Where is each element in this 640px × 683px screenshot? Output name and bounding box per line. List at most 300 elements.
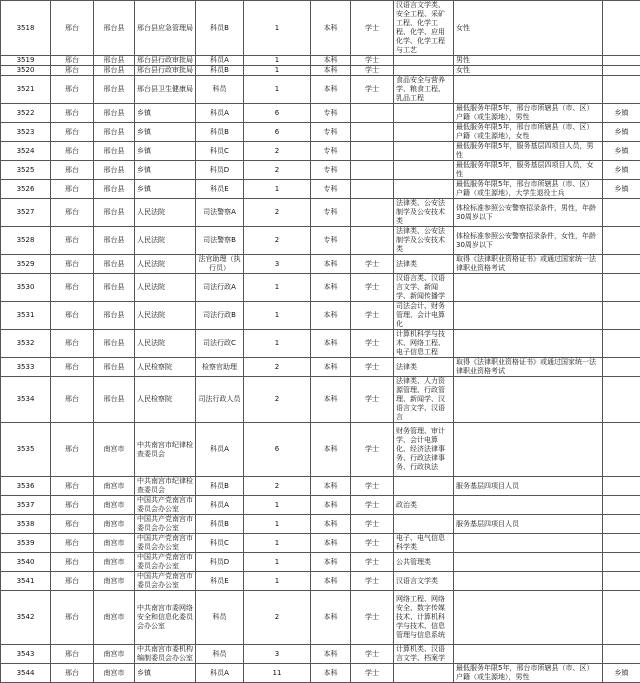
row-id: 3522 [1,104,51,123]
row-id: 3540 [1,553,51,572]
row-city: 邢台 [51,515,94,534]
row-degree: 学士 [351,377,394,423]
row-note [603,377,640,423]
row-county: 邢台县 [94,199,135,227]
row-requirements: 体检标准参照公安警察招录条件，女性，年龄30周岁以下 [454,227,603,255]
row-unit: 邢台县行政审批局 [135,66,196,76]
row-county: 邢台县 [94,255,135,274]
row-county: 南宫市 [94,664,135,683]
row-education: 本科 [311,330,351,358]
row-unit: 乡镇 [135,142,196,161]
row-requirements [454,76,603,104]
row-count: 1 [244,572,311,591]
row-id: 3524 [1,142,51,161]
row-city: 邢台 [51,572,94,591]
row-requirements: 最低服务年限5年，服务基层四项目人员，女性 [454,161,603,180]
row-county: 邢台县 [94,227,135,255]
row-note [603,515,640,534]
row-post: 科员B [196,123,244,142]
row-id: 3527 [1,199,51,227]
row-count: 1 [244,553,311,572]
row-major: 电子、电气信息科学类 [394,534,454,553]
row-unit: 人民检察院 [135,358,196,377]
row-unit: 乡镇 [135,161,196,180]
row-count: 2 [244,142,311,161]
row-education: 本科 [311,477,351,496]
row-degree: 学士 [351,1,394,56]
row-city: 邢台 [51,423,94,477]
row-note [603,66,640,76]
row-id: 3538 [1,515,51,534]
row-id: 3526 [1,180,51,199]
row-post: 科员D [196,553,244,572]
row-note [603,496,640,515]
row-count: 6 [244,423,311,477]
row-note [603,255,640,274]
row-count: 1 [244,496,311,515]
row-major: 食品安全与营养学、粮食工程、乳品工程 [394,76,454,104]
row-degree [351,180,394,199]
row-city: 邢台 [51,591,94,645]
row-city: 邢台 [51,377,94,423]
row-county: 邢台县 [94,161,135,180]
row-unit: 中共南宫市委机构编制委员会办公室 [135,645,196,664]
row-requirements [454,553,603,572]
row-note [603,1,640,56]
row-major: 汉语言文学类 [394,572,454,591]
row-unit: 中国共产党南宫市委员会办公室 [135,496,196,515]
row-major: 司法会计、财务管理、会计电算化 [394,302,454,330]
row-unit: 中国共产党南宫市委员会办公室 [135,553,196,572]
row-education: 本科 [311,553,351,572]
row-post: 法官助理（执行员） [196,255,244,274]
row-post: 科员B [196,515,244,534]
row-city: 邢台 [51,199,94,227]
row-unit: 人民法院 [135,227,196,255]
row-city: 邢台 [51,477,94,496]
row-degree [351,104,394,123]
row-count: 1 [244,66,311,76]
row-major: 政治类 [394,496,454,515]
row-major [394,515,454,534]
row-city: 邢台 [51,123,94,142]
row-education: 本科 [311,274,351,302]
row-post: 科员A [196,496,244,515]
row-count: 11 [244,664,311,683]
table-row [1,591,640,645]
row-education: 本科 [311,572,351,591]
row-degree: 学士 [351,302,394,330]
row-unit: 乡镇 [135,123,196,142]
row-note [603,302,640,330]
row-count: 6 [244,123,311,142]
row-requirements [454,496,603,515]
row-requirements [454,274,603,302]
row-requirements [454,377,603,423]
row-major: 计算机科学与技术、网络工程、电子信息工程 [394,330,454,358]
row-requirements [454,572,603,591]
row-note [603,477,640,496]
row-city: 邢台 [51,534,94,553]
row-post: 司法行政A [196,274,244,302]
row-note: 乡镇 [603,104,640,123]
row-education: 本科 [311,496,351,515]
row-city: 邢台 [51,76,94,104]
row-education: 专科 [311,199,351,227]
table-row [1,274,640,302]
table-row [1,423,640,477]
row-degree: 学士 [351,274,394,302]
row-unit: 中共南宫市纪律检查委员会 [135,423,196,477]
row-note [603,358,640,377]
row-note: 乡镇 [603,142,640,161]
row-count: 1 [244,76,311,104]
row-post: 科员A [196,664,244,683]
row-degree: 学士 [351,534,394,553]
row-city: 邢台 [51,664,94,683]
row-post: 科员 [196,645,244,664]
table-row [1,104,640,123]
row-degree: 学士 [351,423,394,477]
row-city: 邢台 [51,302,94,330]
row-city: 邢台 [51,330,94,358]
row-post: 科员D [196,161,244,180]
row-note [603,330,640,358]
table-row [1,255,640,274]
row-city: 邢台 [51,104,94,123]
row-county: 南宫市 [94,496,135,515]
row-education: 专科 [311,142,351,161]
row-unit: 人民法院 [135,330,196,358]
row-education: 本科 [311,534,351,553]
row-degree: 学士 [351,515,394,534]
row-note [603,423,640,477]
row-major [394,56,454,66]
row-county: 南宫市 [94,572,135,591]
row-major [394,66,454,76]
row-major [394,142,454,161]
row-city: 邢台 [51,645,94,664]
row-county: 南宫市 [94,515,135,534]
row-count: 2 [244,227,311,255]
row-id: 3533 [1,358,51,377]
row-post: 科员B [196,66,244,76]
row-major [394,664,454,683]
row-education: 本科 [311,645,351,664]
row-count: 1 [244,330,311,358]
row-degree: 学士 [351,56,394,66]
row-count: 2 [244,377,311,423]
row-note: 乡镇 [603,664,640,683]
row-note [603,274,640,302]
table-row [1,664,640,683]
row-id: 3536 [1,477,51,496]
row-degree [351,199,394,227]
row-unit: 中国共产党南宫市委员会办公室 [135,572,196,591]
row-id: 3542 [1,591,51,645]
row-post: 科员A [196,423,244,477]
row-requirements [454,330,603,358]
row-requirements: 女性 [454,66,603,76]
row-county: 邢台县 [94,274,135,302]
row-id: 3531 [1,302,51,330]
row-degree [351,227,394,255]
table-row [1,553,640,572]
row-note: 乡镇 [603,123,640,142]
row-id: 3528 [1,227,51,255]
row-education: 本科 [311,423,351,477]
row-requirements: 取得《法律职业资格证书》或通过国家统一法律职业资格考试 [454,255,603,274]
row-county: 邢台县 [94,330,135,358]
row-major [394,104,454,123]
row-unit: 邢台县应急管理局 [135,1,196,56]
row-requirements: 最低服务年限5年，服务基层四项目人员，男性 [454,142,603,161]
table-row [1,572,640,591]
row-id: 3537 [1,496,51,515]
row-city: 邢台 [51,1,94,56]
row-major: 法律类、公安法制学及公安技术类 [394,227,454,255]
row-education: 本科 [311,255,351,274]
row-note [603,56,640,66]
row-requirements: 最低服务年限5年，邢台市所辖县（市、区）户籍（或生源地），女性 [454,123,603,142]
row-requirements: 男性 [454,56,603,66]
table-row [1,358,640,377]
row-requirements: 最低服务年限5年，邢台市所辖县（市、区）户籍（或生源地），男性 [454,664,603,683]
row-unit: 人民检察院 [135,377,196,423]
row-major: 法律类、公安法制学及公安技术类 [394,199,454,227]
row-education: 本科 [311,302,351,330]
row-post: 司法警察B [196,227,244,255]
table-row [1,76,640,104]
row-post: 科员C [196,142,244,161]
row-county: 南宫市 [94,553,135,572]
row-degree [351,142,394,161]
table-row [1,496,640,515]
row-note: 乡镇 [603,161,640,180]
row-id: 3525 [1,161,51,180]
row-degree: 学士 [351,358,394,377]
row-count: 2 [244,161,311,180]
row-post: 科员C [196,534,244,553]
row-unit: 中共南宫市纪律检查委员会 [135,477,196,496]
row-education: 专科 [311,161,351,180]
table-row [1,56,640,66]
row-major: 汉语言类、汉语言文学、新闻学、新闻传播学 [394,274,454,302]
row-education: 本科 [311,515,351,534]
table-row [1,330,640,358]
row-county: 邢台县 [94,66,135,76]
row-requirements: 体检标准参照公安警察招录条件，男性，年龄30周岁以下 [454,199,603,227]
row-post: 检察官助理 [196,358,244,377]
row-county: 邢台县 [94,180,135,199]
row-requirements [454,534,603,553]
row-post: 科员B [196,1,244,56]
row-county: 邢台县 [94,1,135,56]
table-row [1,199,640,227]
row-count: 6 [244,104,311,123]
row-count: 2 [244,358,311,377]
row-county: 南宫市 [94,477,135,496]
table-row [1,477,640,496]
row-county: 邢台县 [94,123,135,142]
row-degree: 学士 [351,572,394,591]
row-count: 1 [244,274,311,302]
row-id: 3539 [1,534,51,553]
row-unit: 人民法院 [135,199,196,227]
row-city: 邢台 [51,255,94,274]
row-education: 本科 [311,664,351,683]
row-education: 专科 [311,123,351,142]
row-post: 科员A [196,104,244,123]
row-requirements: 女性 [454,1,603,56]
row-city: 邢台 [51,496,94,515]
row-unit: 中国共产党南宫市委员会办公室 [135,534,196,553]
row-post: 科员E [196,180,244,199]
row-post: 科员E [196,572,244,591]
row-note [603,591,640,645]
row-education: 本科 [311,1,351,56]
row-degree: 学士 [351,496,394,515]
row-count: 1 [244,56,311,66]
row-city: 邢台 [51,553,94,572]
row-unit: 乡镇 [135,180,196,199]
row-major [394,477,454,496]
row-unit: 乡镇 [135,104,196,123]
row-note [603,227,640,255]
row-major: 公共管理类 [394,553,454,572]
row-city: 邢台 [51,358,94,377]
row-unit: 人民法院 [135,255,196,274]
table-row [1,142,640,161]
row-post: 司法行政B [196,302,244,330]
row-note [603,534,640,553]
row-education: 本科 [311,591,351,645]
row-note [603,76,640,104]
row-requirements [454,423,603,477]
row-major [394,161,454,180]
row-city: 邢台 [51,142,94,161]
row-requirements: 服务基层四项目人员 [454,515,603,534]
table-row [1,227,640,255]
table-row [1,534,640,553]
row-note: 乡镇 [603,180,640,199]
row-id: 3518 [1,1,51,56]
row-count: 2 [244,199,311,227]
row-city: 邢台 [51,161,94,180]
table-row [1,1,640,56]
row-unit: 邢台县卫生健康局 [135,76,196,104]
row-degree: 学士 [351,330,394,358]
row-requirements: 最低服务年限5年，邢台市所辖县（市、区）户籍（或生源地），男性 [454,104,603,123]
row-id: 3541 [1,572,51,591]
row-id: 3519 [1,56,51,66]
row-count: 1 [244,302,311,330]
row-degree [351,161,394,180]
row-id: 3520 [1,66,51,76]
row-major: 法律类、人力资源管理、行政管理、新闻学、汉语言文学、汉语言 [394,377,454,423]
row-education: 本科 [311,358,351,377]
row-unit: 中共南宫市委网络安全和信息化委员会办公室 [135,591,196,645]
row-city: 邢台 [51,56,94,66]
row-post: 司法警察A [196,199,244,227]
table-row [1,515,640,534]
row-degree: 学士 [351,553,394,572]
table-row [1,302,640,330]
table-row [1,123,640,142]
row-education: 本科 [311,377,351,423]
row-county: 南宫市 [94,423,135,477]
row-major: 财务管理、审计学、会计电算化、经济法律事务、行政法律事务、行政执法 [394,423,454,477]
row-requirements [454,591,603,645]
row-degree: 学士 [351,664,394,683]
row-major: 法律类 [394,358,454,377]
row-county: 邢台县 [94,104,135,123]
row-major [394,180,454,199]
row-degree: 学士 [351,591,394,645]
row-major: 汉语言文学类、安全工程、采矿工程、化学工程、化学、应用化学、化学工程与工艺 [394,1,454,56]
row-post: 司法行政C [196,330,244,358]
row-unit: 人民法院 [135,302,196,330]
row-id: 3530 [1,274,51,302]
row-county: 邢台县 [94,358,135,377]
row-major: 网络工程、网络安全、数字传媒技术、计算机科学与技术、信息管理与信息系统 [394,591,454,645]
row-count: 1 [244,1,311,56]
row-county: 邢台县 [94,56,135,66]
row-requirements [454,302,603,330]
row-education: 专科 [311,104,351,123]
row-post: 科员B [196,477,244,496]
row-city: 邢台 [51,274,94,302]
row-degree: 学士 [351,66,394,76]
row-county: 邢台县 [94,377,135,423]
row-id: 3535 [1,423,51,477]
row-count: 1 [244,515,311,534]
row-city: 邢台 [51,180,94,199]
row-post: 司法行政人员 [196,377,244,423]
row-education: 专科 [311,180,351,199]
row-requirements: 最低服务年限5年，邢台市所辖县（市、区）户籍（或生源地），大学生退役士兵 [454,180,603,199]
row-unit: 人民法院 [135,274,196,302]
row-degree: 学士 [351,645,394,664]
row-county: 邢台县 [94,302,135,330]
row-degree: 学士 [351,477,394,496]
row-id: 3534 [1,377,51,423]
row-degree: 学士 [351,76,394,104]
row-requirements: 服务基层四项目人员 [454,477,603,496]
row-major: 法律类 [394,255,454,274]
row-id: 3521 [1,76,51,104]
row-post: 科员 [196,591,244,645]
table-body [1,1,640,683]
row-count: 2 [244,591,311,645]
row-requirements: 取得《法律职业资格证书》或通过国家统一法律职业资格考试 [454,358,603,377]
row-unit: 邢台县行政审批局 [135,56,196,66]
row-note [603,572,640,591]
row-education: 专科 [311,227,351,255]
row-note [603,199,640,227]
row-county: 南宫市 [94,645,135,664]
row-major [394,123,454,142]
row-city: 邢台 [51,227,94,255]
row-post: 科员 [196,76,244,104]
row-count: 3 [244,645,311,664]
row-education: 本科 [311,66,351,76]
row-note [603,553,640,572]
row-count: 3 [244,255,311,274]
row-id: 3529 [1,255,51,274]
row-unit: 乡镇 [135,664,196,683]
row-id: 3532 [1,330,51,358]
